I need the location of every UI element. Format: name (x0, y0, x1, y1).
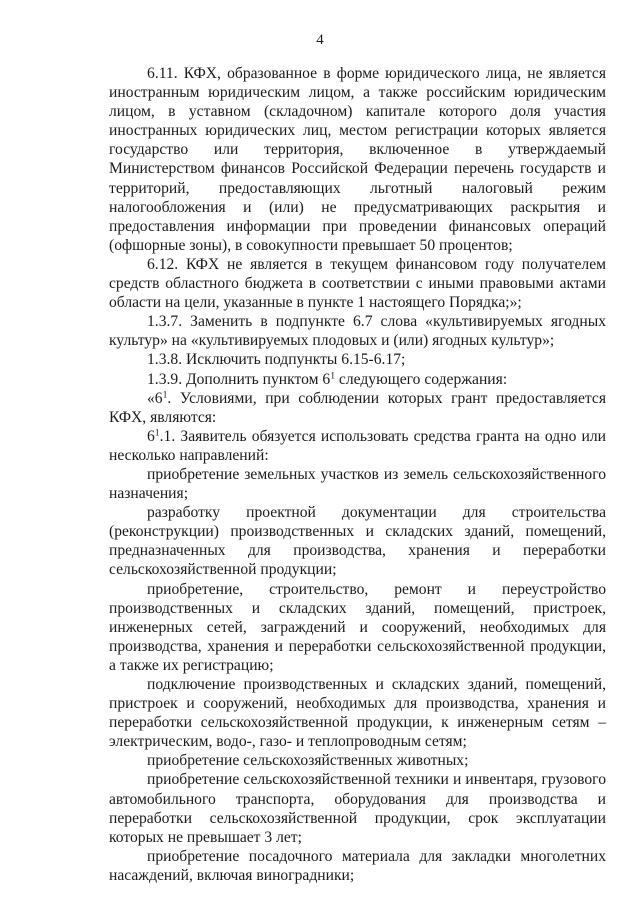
paragraph-connection: подключение производственных и складских зданий, помещений, пристроек и сооружений, необходимых для производства, хранения и переработки сельскохозяйственной продукции, к инженерным сетям – электрическим, водо-, газо- и теплопроводным сетям; (109, 676, 606, 751)
paragraph-text: следующего содержания: (335, 370, 508, 388)
paragraph-construction: приобретение, строительство, ремонт и переустройство производственных и складских зданий, помещений, пристроек, инженерных сетей, заграждений и сооружений, необходимых для производства, хранения и переработки сельскохозяйственной продукции, а также их регистрацию; (109, 580, 606, 674)
superscript: 1 (330, 370, 336, 382)
superscript: 1 (154, 427, 160, 439)
paragraph-1-3-7: 1.3.7. Заменить в подпункте 6.7 слова «культивируемых ягодных культур» на «культивируемых плодовых и (или) ягодных культур»; (109, 313, 606, 350)
document-body (109, 64, 606, 885)
paragraph-land: приобретение земельных участков из земель сельскохозяйственного назначения; (109, 465, 606, 503)
paragraph-6-1-intro (109, 389, 606, 427)
paragraph-text: . Условиями, при соблюдении которых грант предоставляется КФХ, являются: (109, 389, 606, 426)
paragraph-text: «6 (147, 389, 163, 407)
paragraph-text: .1. Заявитель обязуется использовать средства гранта на одно или несколько направлений: (109, 427, 606, 464)
paragraph-6-1-1 (109, 427, 606, 465)
paragraph-6-12: 6.12. КФХ не является в текущем финансовом году получателем средств областного бюджета в соответствии с иными правовыми актами области на цели, указанные в пункте 1 настоящего Порядка;»; (109, 255, 606, 312)
paragraph-1-3-9 (109, 370, 606, 389)
paragraph-text: 6 (147, 427, 155, 445)
paragraph-6-11: 6.11. КФХ, образованное в форме юридического лица, не является иностранным юридическим лицом, а также российским юридическим лицом, в уставном (складочном) капитале которого доля участия иностранных юридических лиц, местом регистрации которых является государство или территория, включенное в утверждаемый Министерством финансов Российской Федерации перечень государств и территорий, предоставляющих льготный налоговый режим налогообложения и (или) не предусматривающих раскрытия и предоставления информации при проведении финансовых операций (офшорные зоны), в совокупности превышает 50 процентов; (109, 65, 606, 254)
paragraph-planting: приобретение посадочного материала для закладки многолетних насаждений, включая виноградники; (109, 847, 606, 884)
paragraph-1-3-8: 1.3.8. Исключить подпункты 6.15-6.17; (147, 351, 406, 369)
paragraph-design: разработку проектной документации для строительства (реконструкции) производственных и складских зданий, помещений, предназначенных для производства, хранения и переработки сельскохозяйственной продукции; (109, 504, 606, 579)
paragraph-animals: приобретение сельскохозяйственных животных; (147, 752, 469, 770)
superscript: 1 (162, 389, 168, 401)
paragraph-text: 1.3.9. Дополнить пунктом 6 (147, 370, 331, 388)
page-number: 4 (316, 32, 324, 48)
paragraph-equipment: приобретение сельскохозяйственной техники и инвентаря, грузового автомобильного транспорта, оборудования для производства и переработки сельскохозяйственной продукции, срок эксплуатации которых не превышает 3 лет; (109, 771, 606, 846)
